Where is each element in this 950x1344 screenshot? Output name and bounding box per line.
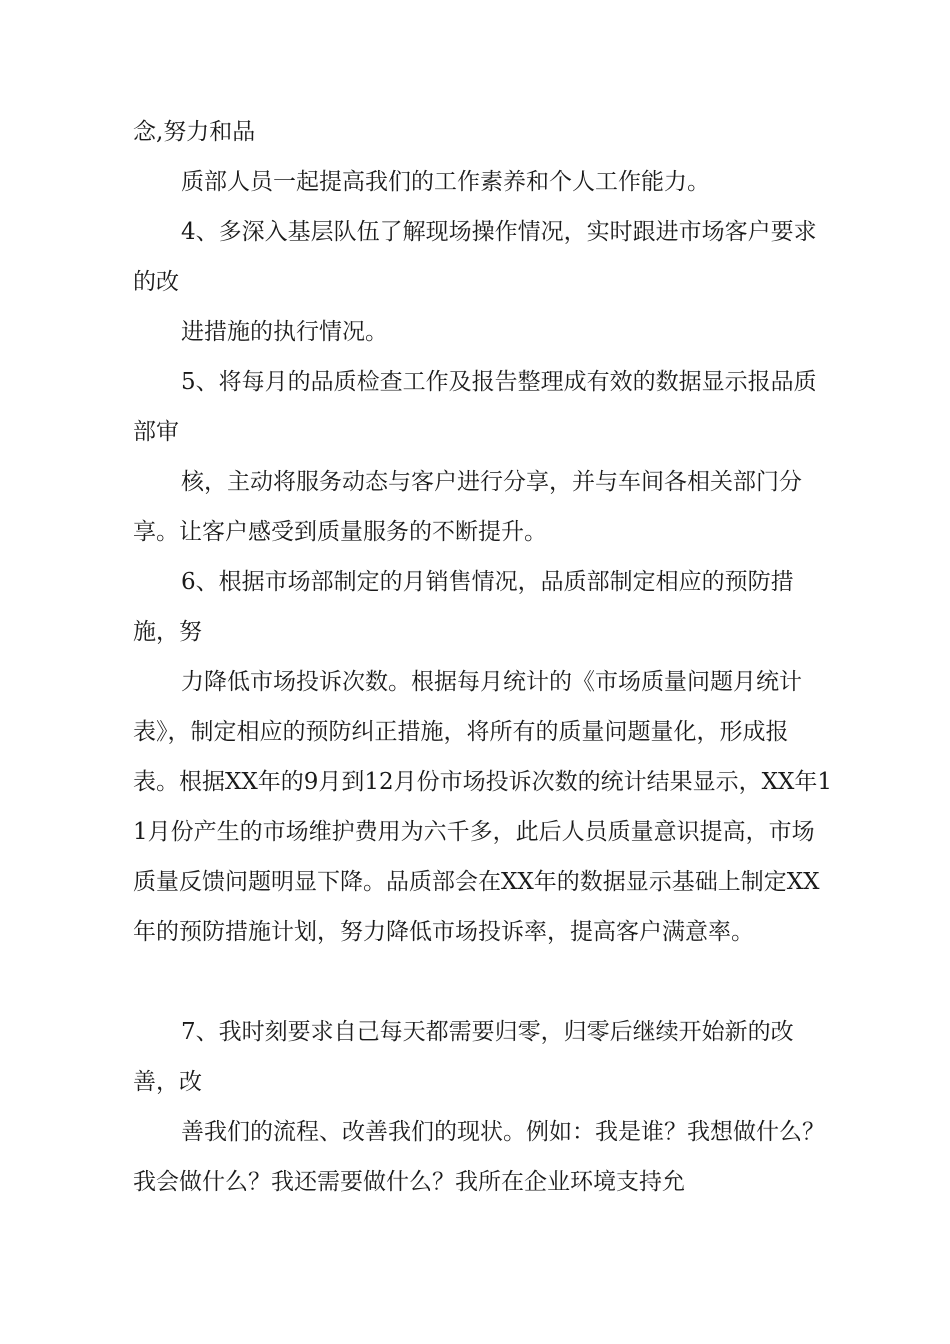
paragraph-3: 4、多深入基层队伍了解现场操作情况，实时跟进市场客户要求的改 bbox=[133, 219, 817, 295]
paragraph-4: 进措施的执行情况。 bbox=[181, 319, 388, 345]
paragraph-10: 善我们的流程、改善我们的现状。例如：我是谁？我想做什么？我会做什么？我还需要做什么？我所在企业环境支持允 bbox=[133, 1119, 825, 1195]
paragraph-2: 质部人员一起提高我们的工作素养和个人工作能力。 bbox=[181, 169, 710, 195]
paragraph-1: 念,努力和品 bbox=[133, 119, 256, 145]
paragraph-6: 核，主动将服务动态与客户进行分享，并与车间各相关部门分享。让客户感受到质量服务的不断提升。 bbox=[133, 469, 802, 545]
paragraph-9: 7、我时刻要求自己每天都需要归零，归零后继续开始新的改善，改 bbox=[133, 1019, 794, 1095]
paragraph-8: 力降低市场投诉次数。根据每月统计的《市场质量问题月统计表》，制定相应的预防纠正措施，将所有的质量问题量化，形成报表。根据XX年的9月到12月份市场投诉次数的统计结果显示，XX年11月份产生的市场维护费用为六千多，此后人员质量意识提高，市场质量反馈问题明显下降。品质部会在XX年的数据显示基础上制定XX年的预防措施计划，努力降低市场投诉率，提高客户满意率。 bbox=[133, 669, 833, 945]
paragraph-5: 5、将每月的品质检查工作及报告整理成有效的数据显示报品质部审 bbox=[133, 369, 817, 445]
paragraph-7: 6、根据市场部制定的月销售情况，品质部制定相应的预防措施，努 bbox=[133, 569, 794, 645]
